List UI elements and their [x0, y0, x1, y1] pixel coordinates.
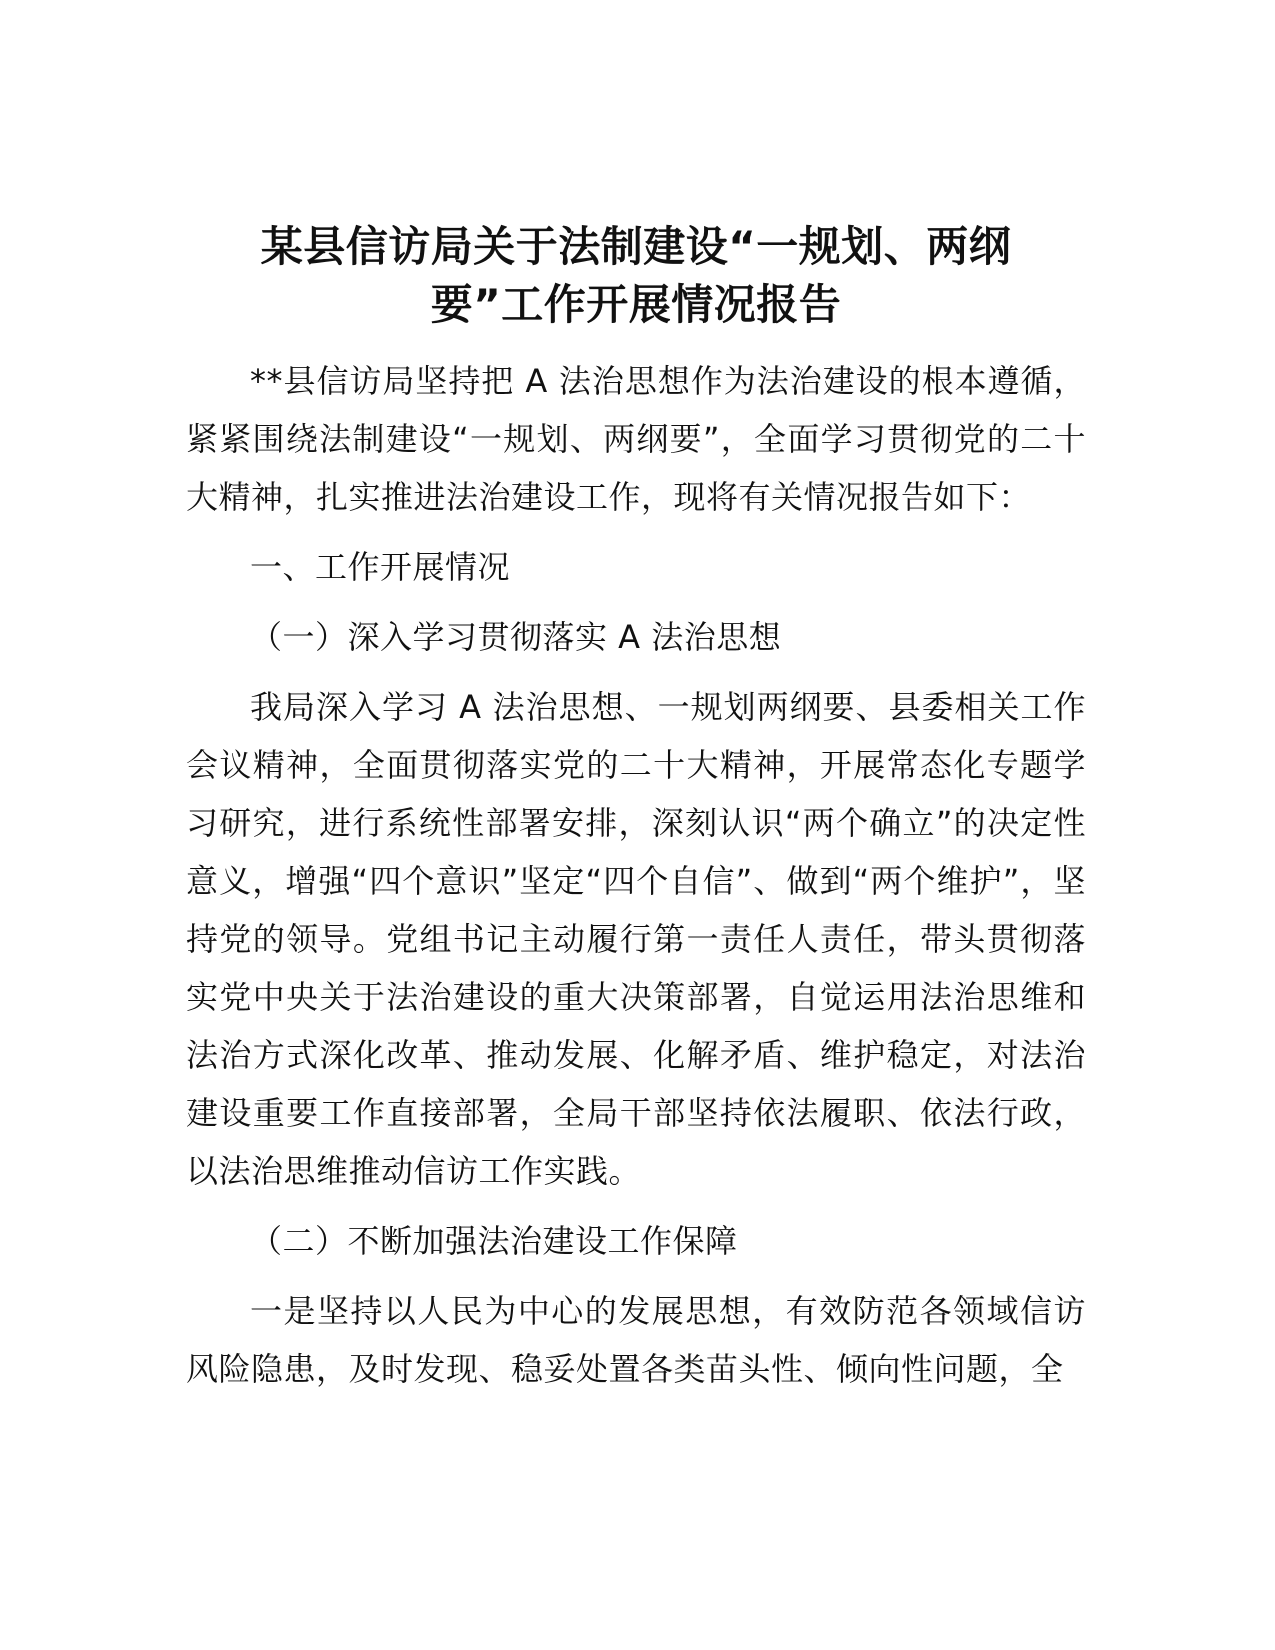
subsection-paragraph: 我局深入学习 A 法治思想、一规划两纲要、县委相关工作会议精神，全面贯彻落实党的二十大精神，开展常态化专题学习研究，进行系统性部署安排，深刻认识“两个确立”的决定性意义，增强“四个意识”坚定“四个自信”、做到“两个维护”，坚持党的领导。党组书记主动履行第一责任人责任，带头贯彻落实党中央关于法治建设的重大决策部署，自觉运用法治思维和法治方式深化改革、推动发展、化解矛盾、维护稳定，对法治建设重要工作直接部署，全局干部坚持依法履职、依法行政，以法治思维推动信访工作实践。: [186, 688, 1086, 1190]
intro-paragraph: **县信访局坚持把 A 法治思想作为法治建设的根本遵循，紧紧围绕法制建设“一规划、两纲要”，全面学习贯彻党的二十大精神，扎实推进法治建设工作，现将有关情况报告如下：: [186, 362, 1086, 516]
subsection-heading: （一）深入学习贯彻落实 A 法治思想: [250, 618, 782, 656]
subsection-paragraph: 一是坚持以人民为中心的发展思想，有效防范各领域信访风险隐患，及时发现、稳妥处置各类苗头性、倾向性问题，全: [186, 1292, 1086, 1388]
document-title: [186, 218, 1086, 334]
title-line-2: 要”工作开展情况报告: [430, 280, 842, 329]
section-heading: 一、工作开展情况: [250, 548, 511, 586]
document-body: [186, 352, 1086, 1398]
title-line-1: 某县信访局关于法制建设“一规划、两纲: [260, 222, 1012, 271]
subsection-heading: （二）不断加强法治建设工作保障: [250, 1222, 738, 1260]
